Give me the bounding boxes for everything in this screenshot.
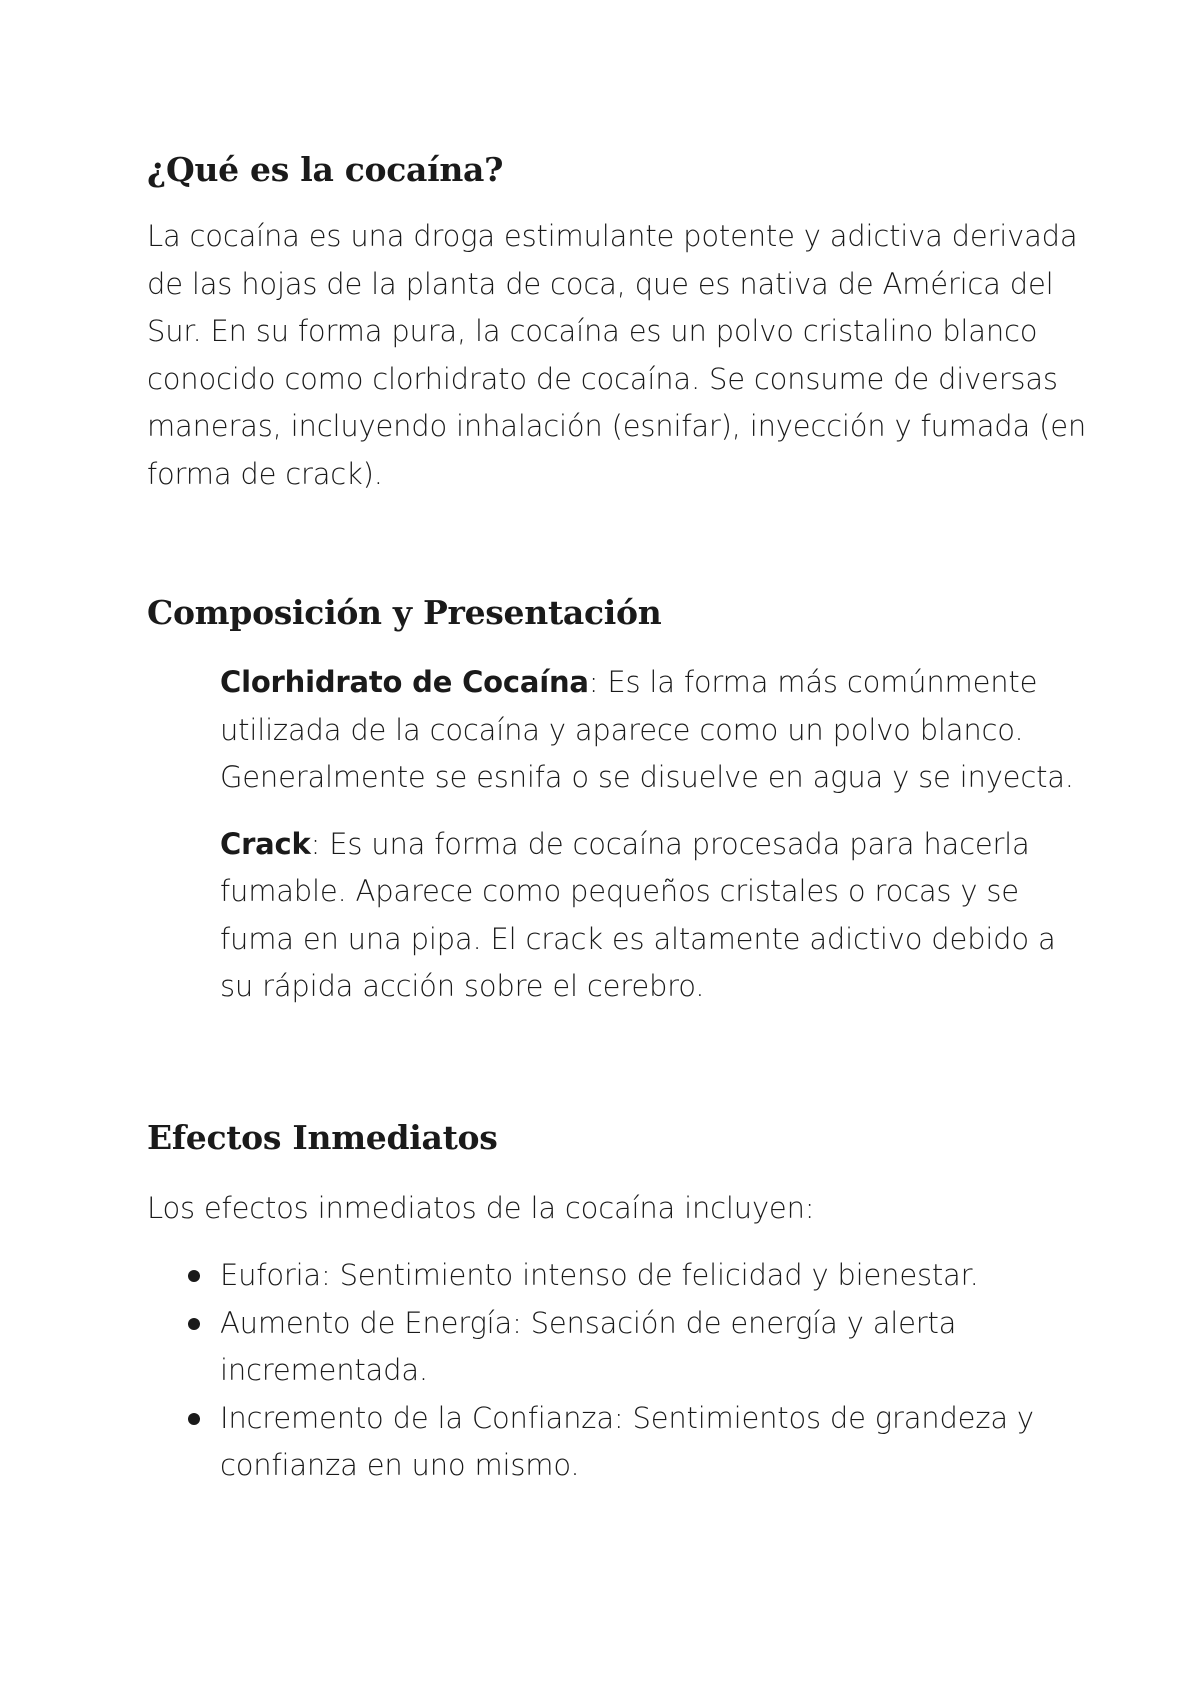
definition-text: : Es la forma más comúnmente utilizada de la cocaína y aparece como un polvo blanco. Generalmente se esnifa o se disuelve en agua y se inyecta. (220, 665, 1074, 794)
list-item (147, 1395, 1086, 1490)
section-heading-efectos: Efectos Inmediatos (147, 1117, 498, 1157)
definition-text: : Es una forma de cocaína procesada para hacerla fumable. Aparece como pequeños cristales o rocas y se fuma en una pipa. El crack es altamente adictivo debido a su rápida acción sobre el cerebro. (220, 826, 1056, 1003)
list-item-text: Aumento de Energía: Sensación de energía y alerta incrementada. (220, 1305, 957, 1387)
list-item-text: Incremento de la Confianza: Sentimientos de grandeza y confianza en uno mismo. (220, 1400, 1034, 1482)
bullet-icon (188, 1270, 200, 1282)
definition-term: Clorhidrato de Cocaína (220, 665, 589, 699)
definition-list (220, 659, 1087, 1011)
document-page (147, 140, 1087, 1490)
definition-item (220, 821, 1086, 1011)
list-item-text: Euforia: Sentimiento intenso de felicidad y bienestar. (220, 1258, 979, 1292)
bullet-icon (188, 1318, 200, 1330)
list-item (147, 1300, 1086, 1395)
bullet-list (147, 1252, 1087, 1490)
section-intro: Los efectos inmediatos de la cocaína incluyen: (147, 1190, 815, 1225)
bullet-icon (188, 1413, 200, 1425)
section-paragraph: La cocaína es una droga estimulante potente y adictiva derivada de las hojas de la planta de coca, que es nativa de América del Sur. En su forma pura, la cocaína es un polvo cristalino blanco conocido como clorhidrato de cocaína. Se consume de diversas maneras, incluyendo inhalación (esnifar), inyección y fumada (en forma de crack). (147, 219, 1087, 491)
section-heading-composicion: Composición y Presentación (147, 593, 662, 632)
section-heading-que-es: ¿Qué es la cocaína? (147, 150, 504, 189)
definition-item (220, 659, 1086, 802)
list-item (147, 1252, 1086, 1300)
definition-term: Crack (220, 826, 311, 861)
